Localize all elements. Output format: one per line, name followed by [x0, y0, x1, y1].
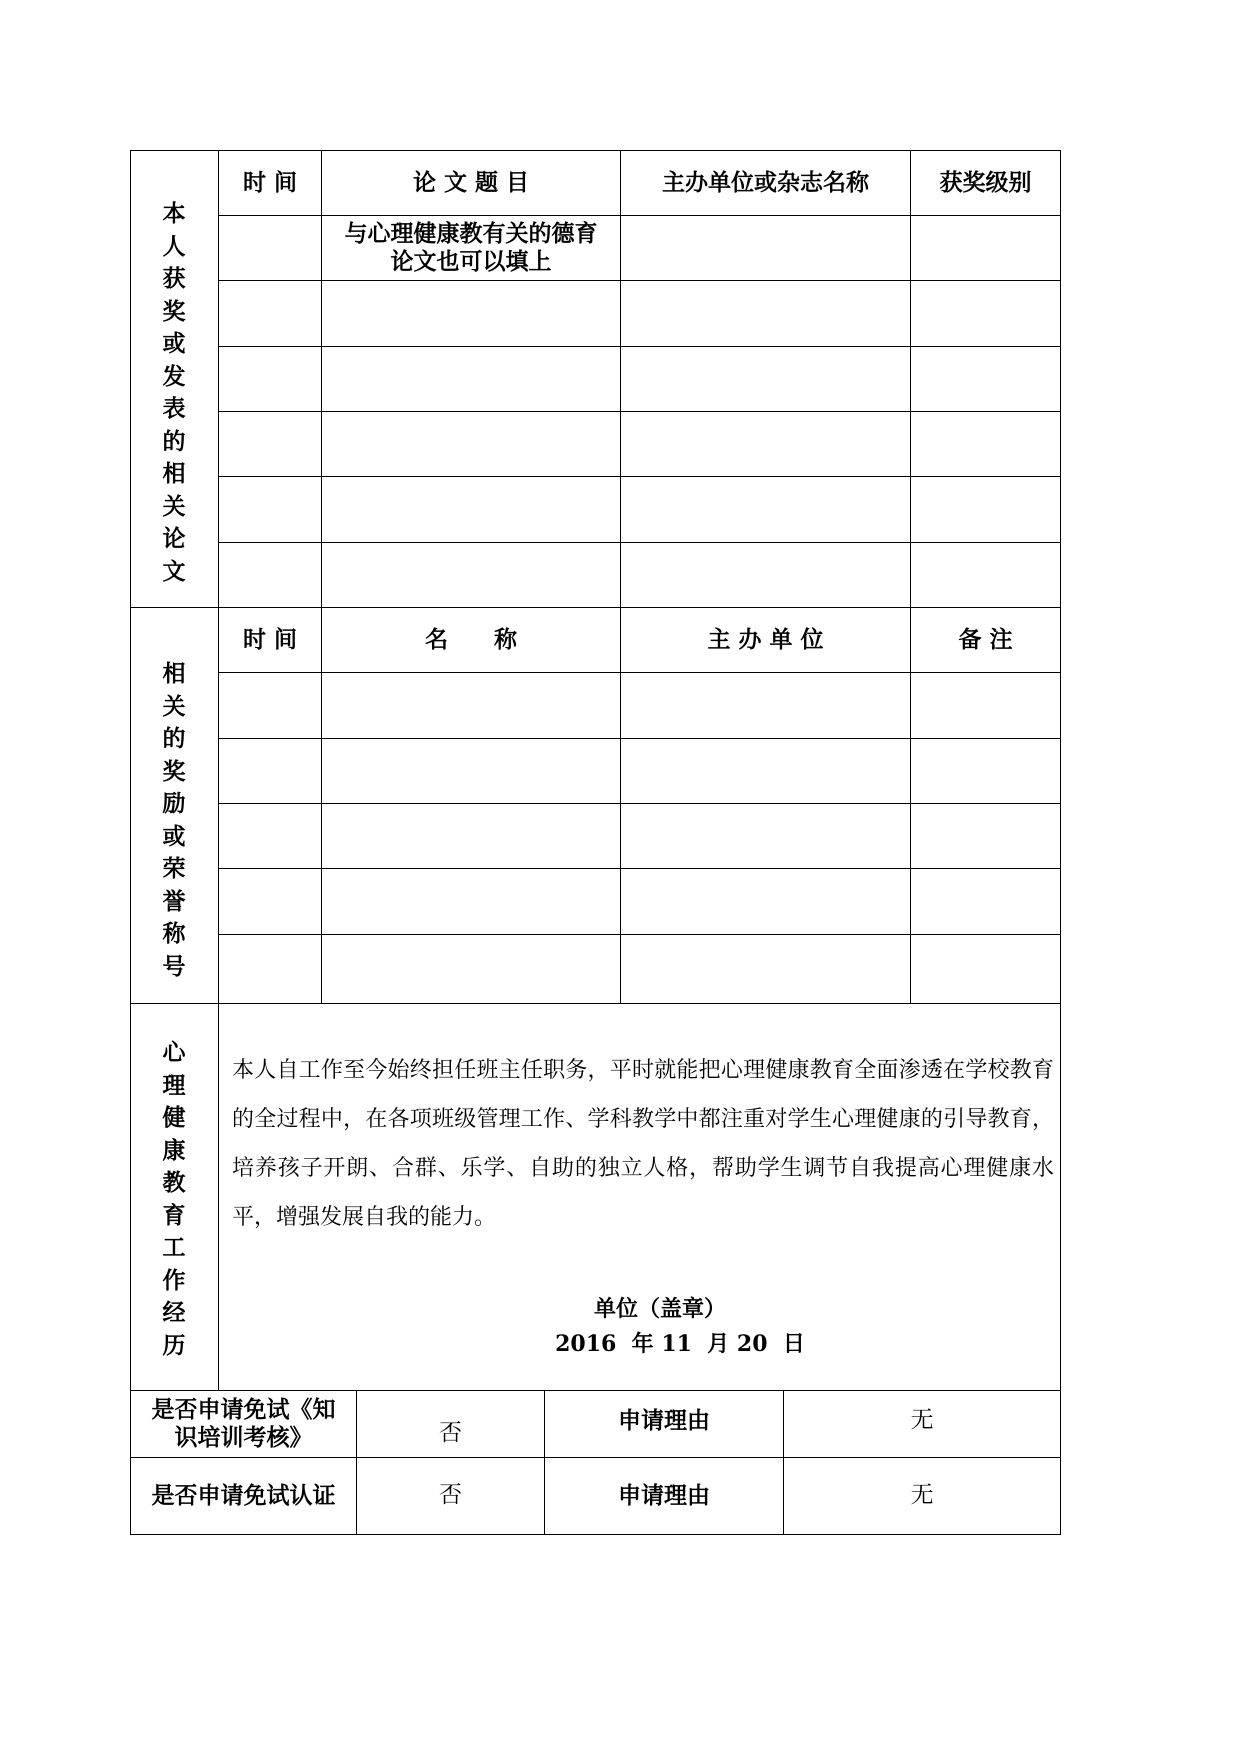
- side-label-char: 本: [162, 200, 186, 227]
- section1-side-label: [154, 198, 194, 588]
- exempt-training-value: 否: [439, 1419, 462, 1446]
- side-label-char: 的: [162, 427, 186, 455]
- side-label-char: 励: [162, 790, 186, 817]
- signature-date: 2016 年 11 月 20 日: [555, 1331, 805, 1357]
- rule: [218, 476, 1061, 477]
- side-label-char: 或: [162, 330, 186, 357]
- side-label-char: 号: [162, 952, 186, 980]
- s1-header-award-level: 获奖级别: [939, 169, 1032, 197]
- s2-header-organizer: 主 办 单 位: [707, 626, 824, 654]
- stamp-label: 单位（盖章）: [593, 1296, 726, 1322]
- s2-header-name: 名 称: [425, 626, 517, 654]
- side-label-char: 相: [162, 660, 186, 687]
- rule: [130, 1534, 1061, 1535]
- side-label-char: 荣: [162, 855, 186, 882]
- exempt-training-label-line2: 识培训考核》: [174, 1424, 313, 1451]
- exempt-training-reason-label: 申请理由: [618, 1407, 710, 1435]
- s2-header-time: 时 间: [242, 626, 297, 654]
- rule: [910, 150, 911, 1004]
- exempt-cert-reason-value: 无: [910, 1482, 934, 1509]
- side-label-char: 奖: [162, 757, 186, 785]
- exempt-training-reason-value: 无: [910, 1407, 934, 1434]
- s1-note-line1: 与心理健康教有关的德育: [344, 220, 598, 248]
- rule: [218, 411, 1061, 412]
- side-label-char: 誉: [162, 887, 186, 915]
- side-label-char: 作: [162, 1266, 186, 1294]
- side-label-char: 心: [162, 1039, 186, 1066]
- exempt-training-label-line1: 是否申请免试《知: [151, 1396, 336, 1424]
- rule: [1060, 150, 1061, 1535]
- rule: [130, 150, 131, 1535]
- side-label-char: 称: [162, 920, 186, 947]
- side-label-char: 经: [162, 1299, 186, 1326]
- rule: [218, 934, 1061, 935]
- rule: [130, 1003, 1061, 1004]
- s1-header-title: 论 文 题 目: [412, 169, 530, 197]
- side-label-char: 的: [162, 725, 186, 752]
- s1-header-time: 时 间: [242, 169, 297, 197]
- s1-header-organizer: 主办单位或杂志名称: [662, 169, 869, 197]
- exempt-cert-reason-label: 申请理由: [618, 1482, 710, 1510]
- rule: [218, 803, 1061, 804]
- s1-note: [322, 216, 620, 280]
- section2-side-label: [154, 658, 194, 983]
- side-label-char: 理: [162, 1071, 186, 1099]
- side-label-char: 人: [162, 232, 186, 260]
- side-label-char: 工: [162, 1234, 186, 1261]
- rule: [218, 868, 1061, 869]
- rule: [620, 150, 621, 1004]
- s1-note-line2: 论文也可以填上: [390, 248, 552, 275]
- side-label-char: 或: [162, 822, 186, 850]
- side-label-char: 历: [162, 1331, 186, 1359]
- side-label-char: 关: [162, 492, 186, 520]
- side-label-char: 育: [162, 1201, 186, 1229]
- side-label-char: 相: [162, 460, 186, 487]
- work-experience-paragraph: 本人自工作至今始终担任班主任职务，平时就能把心理健康教育全面渗透在学校教育的全过程中，在各项班级管理工作、学科教学中都注重对学生心理健康的引导教育，培养孩子开朗、合群、乐学、自助的独立人格，帮助学生调节自我提高心理健康水平，增强发展自我的能力。: [232, 1058, 1054, 1230]
- section3-side-label: [154, 1037, 194, 1362]
- side-label-char: 表: [162, 395, 186, 422]
- side-label-char: 奖: [162, 297, 186, 325]
- side-label-char: 论: [162, 525, 186, 552]
- exempt-cert-value: 否: [439, 1482, 462, 1509]
- rule: [218, 346, 1061, 347]
- side-label-char: 文: [162, 557, 186, 585]
- side-label-char: 健: [162, 1104, 186, 1131]
- side-label-char: 发: [162, 362, 186, 390]
- side-label-char: 关: [162, 692, 186, 720]
- exempt-cert-label: 是否申请免试认证: [151, 1482, 336, 1510]
- rule: [218, 542, 1061, 543]
- exempt-training-label: [131, 1391, 356, 1457]
- s2-header-remarks: 备 注: [958, 626, 1013, 654]
- rule: [218, 150, 219, 1391]
- side-label-char: 康: [162, 1136, 186, 1164]
- side-label-char: 教: [162, 1169, 186, 1196]
- rule: [218, 280, 1061, 281]
- side-label-char: 获: [162, 265, 186, 292]
- rule: [218, 738, 1061, 739]
- rule: [218, 672, 1061, 673]
